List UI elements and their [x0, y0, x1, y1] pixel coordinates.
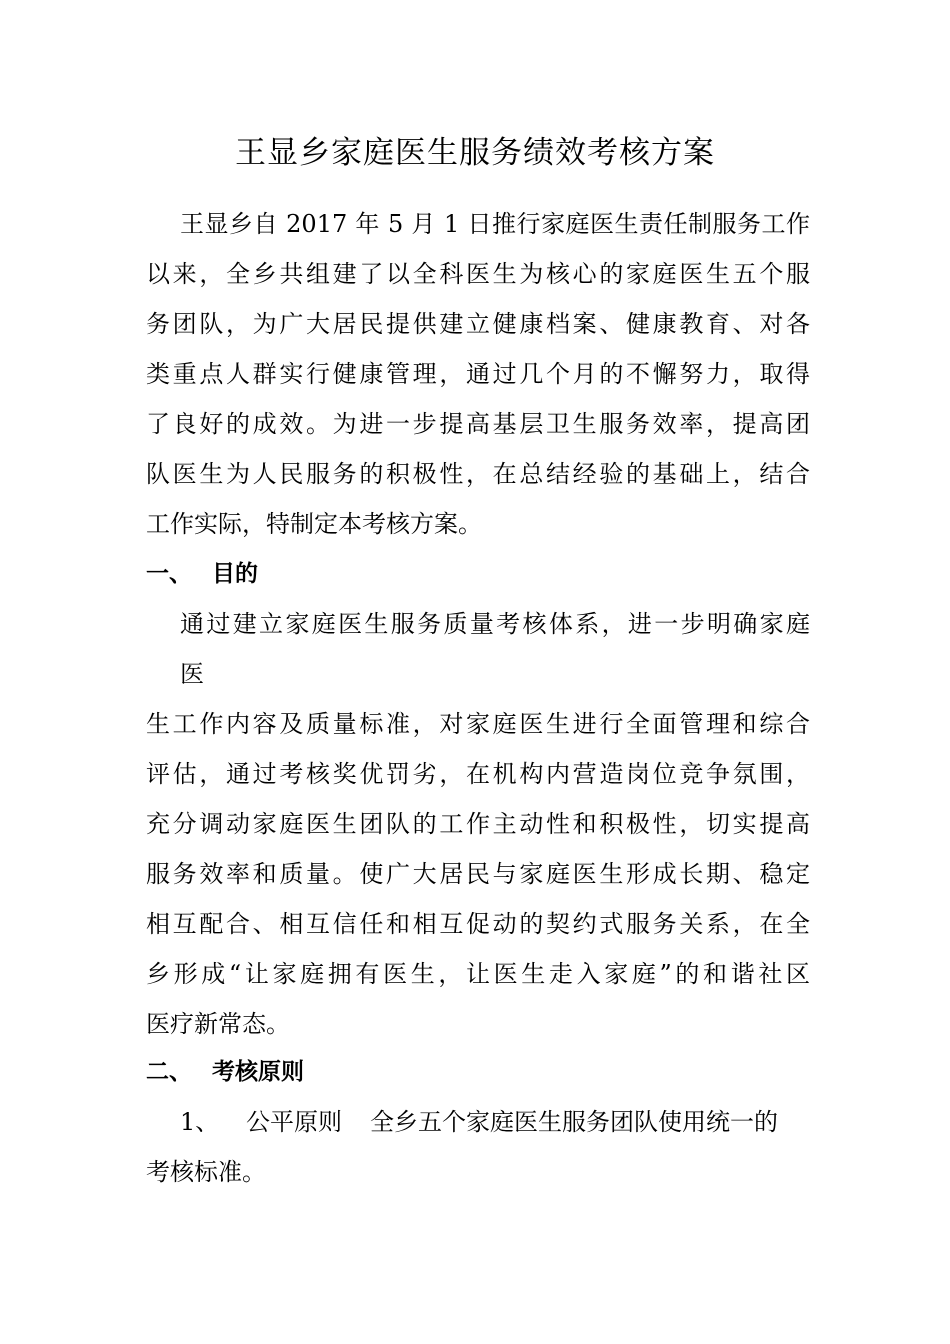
- section-1-line-1: 通过建立家庭医生服务质量考核体系，进一步明确家庭: [180, 610, 810, 638]
- intro-line-5: 了良好的成效。为进一步提高基层卫生服务效率，提高团: [146, 410, 810, 438]
- intro-line-3: 务团队，为广大居民提供建立健康档案、健康教育、对各: [146, 310, 810, 338]
- section-1-line-5: 充分调动家庭医生团队的工作主动性和积极性，切实提高: [146, 810, 810, 838]
- item-1-label: 公平原则: [246, 1108, 342, 1136]
- section-1-line-8: 乡形成“让家庭拥有医生，让医生走入家庭”的和谐社区: [146, 960, 810, 988]
- intro-line-4: 类重点人群实行健康管理，通过几个月的不懈努力，取得: [146, 360, 810, 388]
- section-1-line-4: 评估，通过考核奖优罚劣，在机构内营造岗位竞争氛围，: [146, 760, 810, 788]
- intro-line-1: 王显乡自 2017 年 5 月 1 日推行家庭医生责任制服务工作: [180, 210, 810, 238]
- section-2-heading: [146, 1047, 304, 1097]
- section-1-line-9: 医疗新常态。: [146, 1010, 290, 1038]
- section-1-line-6: 服务效率和质量。使广大居民与家庭医生形成长期、稳定: [146, 860, 810, 888]
- section-1-line-7: 相互配合、相互信任和相互促动的契约式服务关系，在全: [146, 910, 810, 938]
- section-2-item-1: [180, 1097, 810, 1147]
- intro-line-2: 以来，全乡共组建了以全科医生为核心的家庭医生五个服: [146, 260, 810, 288]
- section-2-number: 二、: [146, 1059, 192, 1085]
- document-title: 王显乡家庭医生服务绩效考核方案: [235, 135, 715, 171]
- section-2-title: 考核原则: [212, 1059, 304, 1085]
- section-1-heading: [146, 549, 258, 599]
- item-1-text: 全乡五个家庭医生服务团队使用统一的: [370, 1108, 778, 1136]
- section-1-title: 目的: [212, 561, 258, 587]
- intro-line-7: 工作实际，特制定本考核方案。: [146, 510, 482, 538]
- item-1-number: 1、: [180, 1108, 220, 1136]
- section-1-number: 一、: [146, 561, 192, 587]
- section-1-line-3: 生工作内容及质量标准，对家庭医生进行全面管理和综合: [146, 710, 810, 738]
- intro-line-6: 队医生为人民服务的积极性，在总结经验的基础上，结合: [146, 460, 810, 488]
- section-2-item-1-continued: 考核标准。: [146, 1158, 266, 1186]
- section-1-line-2: 医: [180, 660, 204, 688]
